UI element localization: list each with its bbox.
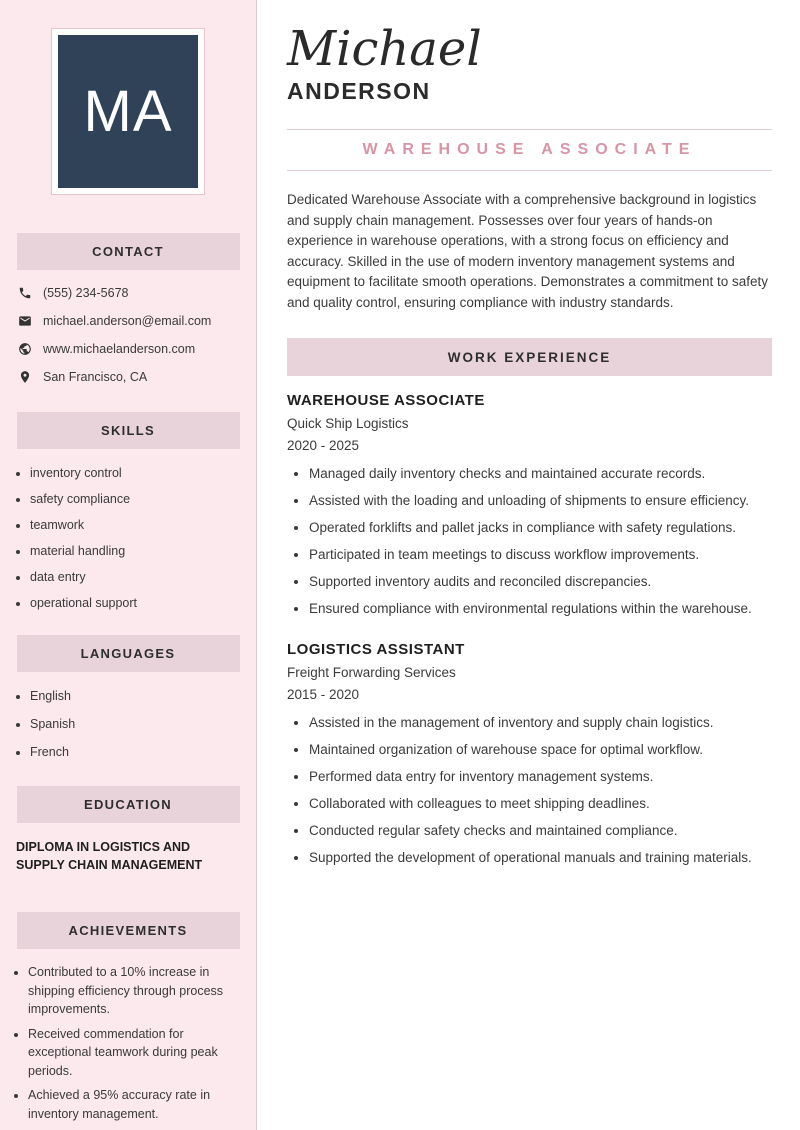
job-bullet: • Participated in team meetings to discuss workflow improvements. bbox=[309, 546, 772, 563]
skill-item: • data entry bbox=[30, 569, 246, 585]
sidebar bbox=[0, 0, 257, 1130]
skill-item: • safety compliance bbox=[30, 491, 246, 507]
education-degree: DIPLOMA IN LOGISTICS AND SUPPLY CHAIN MANAGEMENT bbox=[16, 840, 203, 872]
contact-section-title: CONTACT bbox=[92, 244, 164, 259]
location-icon bbox=[18, 370, 32, 384]
contact-item-website bbox=[18, 342, 246, 356]
skills-list bbox=[0, 465, 256, 611]
job-bullet: • Supported inventory audits and reconciled discrepancies. bbox=[309, 573, 772, 590]
job-dates: 2020 - 2025 bbox=[287, 438, 360, 454]
skill-item: • inventory control bbox=[30, 465, 246, 481]
job-role: LOGISTICS ASSISTANT bbox=[287, 641, 465, 659]
phone-icon bbox=[18, 286, 32, 300]
job-bullet: • Operated forklifts and pallet jacks in compliance with safety regulations. bbox=[309, 519, 772, 536]
achievement-item: • Received commendation for exceptional teamwork during peak periods. bbox=[28, 1025, 248, 1081]
skills-section-title: SKILLS bbox=[100, 423, 156, 438]
job-role: WAREHOUSE ASSOCIATE bbox=[287, 392, 485, 410]
globe-icon bbox=[18, 342, 32, 356]
achievement-item: • Contributed to a 10% increase in shipping efficiency through process improvements. bbox=[28, 963, 248, 1019]
job-bullet: • Managed daily inventory checks and maintained accurate records. bbox=[309, 465, 772, 482]
job-bullet: • Conducted regular safety checks and maintained compliance. bbox=[309, 822, 772, 839]
job-bullet-list bbox=[287, 714, 772, 866]
skills-section-header bbox=[17, 412, 240, 449]
main-content bbox=[257, 0, 800, 1130]
contact-phone-text: (555) 234-5678 bbox=[43, 286, 129, 300]
contact-item-location bbox=[18, 370, 246, 384]
language-item: • French bbox=[30, 744, 246, 760]
first-name: Michael bbox=[287, 21, 482, 77]
contact-location-text: San Francisco, CA bbox=[43, 370, 148, 384]
skill-item: • material handling bbox=[30, 543, 246, 559]
languages-section-title: LANGUAGES bbox=[80, 646, 176, 661]
achievements-list bbox=[0, 963, 256, 1123]
profile-initials: MA bbox=[83, 79, 173, 144]
job-company: Freight Forwarding Services bbox=[287, 665, 456, 681]
contact-email-text: michael.anderson@email.com bbox=[43, 314, 212, 328]
language-item: • Spanish bbox=[30, 716, 246, 732]
job-bullet: • Collaborated with colleagues to meet shipping deadlines. bbox=[309, 795, 772, 812]
achievements-section-header bbox=[17, 912, 240, 949]
education-section-header bbox=[17, 786, 240, 823]
job-dates: 2015 - 2020 bbox=[287, 687, 360, 703]
job-bullet: • Assisted with the loading and unloading of shipments to ensure efficiency. bbox=[309, 492, 772, 509]
work-experience-header: WORK EXPERIENCE bbox=[287, 338, 772, 376]
languages-list bbox=[0, 688, 256, 760]
last-name: ANDERSON bbox=[287, 78, 431, 105]
languages-section-header bbox=[17, 635, 240, 672]
profile-summary: Dedicated Warehouse Associate with a comprehensive background in logistics and supply chain management. Possesses over four years of hands-on experience in warehouse operations, with a strong focus on efficiency and accuracy. Skilled in the use of modern inventory management systems and equipment to facilitate smooth operations. Demonstrates a commitment to safety and quality control, ensuring compliance with industry standards. bbox=[287, 192, 768, 310]
job-bullet: • Performed data entry for inventory management systems. bbox=[309, 768, 772, 785]
job-bullet: • Supported the development of operational manuals and training materials. bbox=[309, 849, 772, 866]
job-entry bbox=[287, 392, 772, 617]
contact-list bbox=[0, 286, 256, 384]
job-company: Quick Ship Logistics bbox=[287, 416, 409, 432]
contact-website-text: www.michaelanderson.com bbox=[43, 342, 196, 356]
job-bullet: • Maintained organization of warehouse space for optimal workflow. bbox=[309, 741, 772, 758]
job-bullet: • Assisted in the management of inventory and supply chain logistics. bbox=[309, 714, 772, 731]
job-bullet: • Ensured compliance with environmental regulations within the warehouse. bbox=[309, 600, 772, 617]
achievements-section-title: ACHIEVEMENTS bbox=[68, 923, 188, 938]
divider bbox=[287, 170, 772, 171]
job-bullet-list bbox=[287, 465, 772, 617]
language-item: • English bbox=[30, 688, 246, 704]
achievement-item: • Achieved a 95% accuracy rate in inventory management. bbox=[28, 1086, 248, 1123]
page-title: WAREHOUSE ASSOCIATE bbox=[362, 141, 697, 159]
email-icon bbox=[18, 314, 32, 328]
contact-item-email bbox=[18, 314, 246, 328]
contact-section-header bbox=[17, 233, 240, 270]
skill-item: • operational support bbox=[30, 595, 246, 611]
profile-photo bbox=[58, 35, 198, 188]
education-section-title: EDUCATION bbox=[83, 797, 172, 812]
profile-photo-frame bbox=[51, 28, 205, 195]
skill-item: • teamwork bbox=[30, 517, 246, 533]
contact-item-phone bbox=[18, 286, 246, 300]
job-entry bbox=[287, 641, 772, 866]
